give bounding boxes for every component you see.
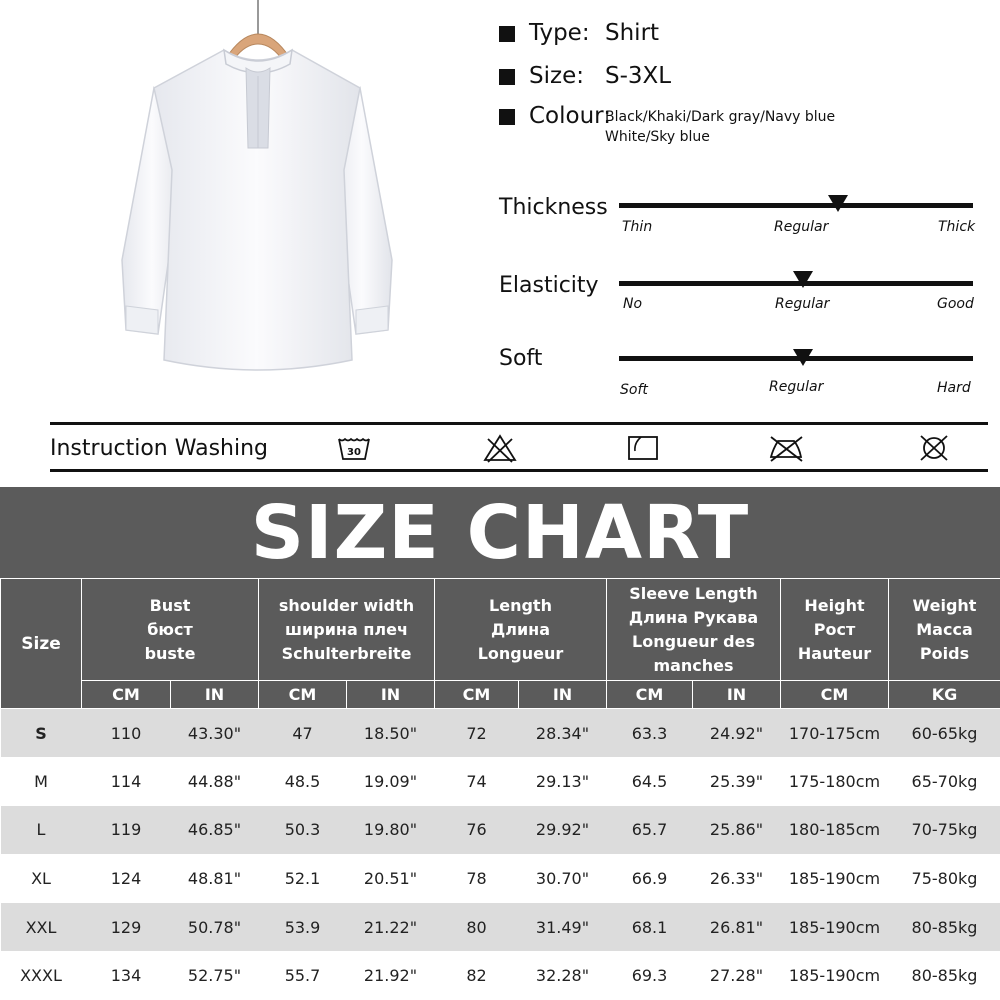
weight-header-line: Масса [916,619,973,639]
size-column-header: Size [1,579,82,709]
height-header [781,579,889,681]
product-section [0,0,1000,420]
shoulder-header-line: ширина плеч [285,619,408,639]
table-cell: 70-75kg [889,806,1000,855]
spec-type-label: Type: [529,20,590,46]
table-cell: 30.70" [519,854,607,903]
table-cell: 19.80" [347,806,435,855]
shoulder-header-line: shoulder width [278,595,415,615]
spec-colour-value: Black/Khaki/Dark gray/Navy blue White/Sky blue [605,109,836,145]
unit-header: CM [435,681,519,709]
table-cell: 50.78" [171,903,259,952]
table-row [1,951,1000,1000]
spec-colour [499,101,836,145]
table-cell: 110 [82,709,171,758]
meter-soft-tick-high: Hard [937,380,971,396]
size-chart-body [1,709,1000,1000]
size-cell: XXL [1,903,82,952]
bust-header-line: Bust [149,595,191,615]
length-header-line: Length [489,595,552,615]
table-cell: 74 [435,757,519,806]
meter-thickness [499,193,979,263]
weight-header [889,579,1000,681]
table-cell: 26.33" [693,854,781,903]
spec-size-value: S-3XL [605,63,672,89]
table-cell: 75-80kg [889,854,1000,903]
size-cell: M [1,757,82,806]
meter-soft-label: Soft [499,346,543,371]
table-cell: 43.30" [171,709,259,758]
table-cell: 66.9 [607,854,693,903]
wash-temp-label: 30 [347,447,361,458]
size-chart-group-header-row [1,579,1000,681]
table-cell: 180-185cm [781,806,889,855]
table-row [1,806,1000,855]
sleeve-header-line: manches [653,655,734,675]
meter-soft [499,346,979,416]
size-cell: XXXL [1,951,82,1000]
wash-30-icon [336,433,372,463]
meter-thickness-tick-mid: Regular [774,219,829,235]
table-cell: 24.92" [693,709,781,758]
table-cell: 47 [259,709,347,758]
unit-header: CM [259,681,347,709]
table-cell: 44.88" [171,757,259,806]
table-cell: 18.50" [347,709,435,758]
height-header-line: Hauteur [797,643,872,663]
height-header-line: Рост [813,619,856,639]
size-cell: S [1,709,82,758]
sleeve-length-header [607,579,781,681]
table-cell: 134 [82,951,171,1000]
sleeve-header-line: Длина Рукава [628,607,759,627]
bust-header-line: buste [144,643,196,663]
meter-elasticity-tick-low: No [623,296,643,312]
table-cell: 21.92" [347,951,435,1000]
length-header-line: Длина [490,619,551,639]
meter-soft-tick-low: Soft [620,382,648,398]
table-cell: 170-175cm [781,709,889,758]
unit-header: KG [889,681,1000,709]
spec-type [499,18,660,48]
table-cell: 29.92" [519,806,607,855]
shirt-image [112,0,402,380]
table-cell: 52.1 [259,854,347,903]
meter-soft-tick-mid: Regular [769,379,824,395]
table-cell: 28.34" [519,709,607,758]
unit-header: IN [693,681,781,709]
unit-header: IN [171,681,259,709]
washing-instructions [50,422,988,472]
length-header-line: Longueur [477,643,564,663]
unit-header: CM [82,681,171,709]
meter-thickness-track [619,203,973,208]
table-cell: 21.22" [347,903,435,952]
table-cell: 53.9 [259,903,347,952]
meter-thickness-label: Thickness [499,195,608,220]
meter-thickness-tick-low: Thin [622,219,653,235]
table-cell: 29.13" [519,757,607,806]
table-cell: 20.51" [347,854,435,903]
table-cell: 114 [82,757,171,806]
do-not-dry-clean-icon [916,433,952,463]
meter-elasticity-label: Elasticity [499,273,599,298]
size-chart-title: SIZE CHART [250,489,750,576]
table-row [1,903,1000,952]
size-cell: XL [1,854,82,903]
washing-title: Instruction Washing [50,436,268,461]
bust-header [82,579,259,681]
table-cell: 80-85kg [889,903,1000,952]
table-cell: 27.28" [693,951,781,1000]
weight-header-line: Weight [912,595,977,615]
bullet-square-icon [499,69,515,85]
table-cell: 72 [435,709,519,758]
table-cell: 175-180cm [781,757,889,806]
size-chart-unit-row [1,681,1000,709]
sleeve-header-line: Sleeve Length [629,583,758,603]
table-cell: 68.1 [607,903,693,952]
table-cell: 69.3 [607,951,693,1000]
table-cell: 65.7 [607,806,693,855]
table-cell: 48.5 [259,757,347,806]
meter-thickness-pointer [828,195,848,212]
do-not-iron-icon [768,433,804,463]
spec-type-value: Shirt [605,20,660,46]
table-cell: 80 [435,903,519,952]
unit-header: CM [781,681,889,709]
table-cell: 26.81" [693,903,781,952]
table-row [1,854,1000,903]
table-cell: 25.39" [693,757,781,806]
meter-thickness-tick-high: Thick [938,219,976,235]
bullet-square-icon [499,26,515,42]
table-cell: 31.49" [519,903,607,952]
table-cell: 63.3 [607,709,693,758]
bust-header-line: бюст [147,619,193,639]
table-cell: 55.7 [259,951,347,1000]
spec-colour-label: Colour: [529,103,611,129]
meter-elasticity [499,271,979,341]
table-cell: 60-65kg [889,709,1000,758]
table-row [1,757,1000,806]
table-cell: 19.09" [347,757,435,806]
meter-elasticity-pointer [793,271,813,288]
table-cell: 32.28" [519,951,607,1000]
table-cell: 185-190cm [781,854,889,903]
table-row [1,709,1000,758]
table-cell: 185-190cm [781,951,889,1000]
meter-elasticity-tick-mid: Regular [775,296,830,312]
height-header-line: Height [804,595,865,615]
meter-elasticity-tick-high: Good [937,296,974,312]
size-chart-banner [0,487,1000,578]
table-cell: 119 [82,806,171,855]
drip-dry-icon [625,433,661,463]
table-cell: 129 [82,903,171,952]
size-chart-table [0,578,1000,1000]
table-cell: 46.85" [171,806,259,855]
sleeve-header-line: Longueur des [632,631,755,651]
table-cell: 48.81" [171,854,259,903]
unit-header: IN [347,681,435,709]
shoulder-header-line: Schulterbreite [281,643,412,663]
table-cell: 78 [435,854,519,903]
bullet-square-icon [499,109,515,125]
do-not-bleach-icon [482,433,518,463]
spec-size-label: Size: [529,63,584,89]
table-cell: 124 [82,854,171,903]
shoulder-width-header [259,579,435,681]
unit-header: CM [607,681,693,709]
table-cell: 50.3 [259,806,347,855]
table-cell: 185-190cm [781,903,889,952]
table-cell: 52.75" [171,951,259,1000]
unit-header: IN [519,681,607,709]
table-cell: 80-85kg [889,951,1000,1000]
length-header [435,579,607,681]
table-cell: 25.86" [693,806,781,855]
meter-soft-pointer [793,349,813,366]
table-cell: 65-70kg [889,757,1000,806]
table-cell: 82 [435,951,519,1000]
size-cell: L [1,806,82,855]
weight-header-line: Poids [919,643,970,663]
spec-size [499,61,672,91]
table-cell: 76 [435,806,519,855]
table-cell: 64.5 [607,757,693,806]
